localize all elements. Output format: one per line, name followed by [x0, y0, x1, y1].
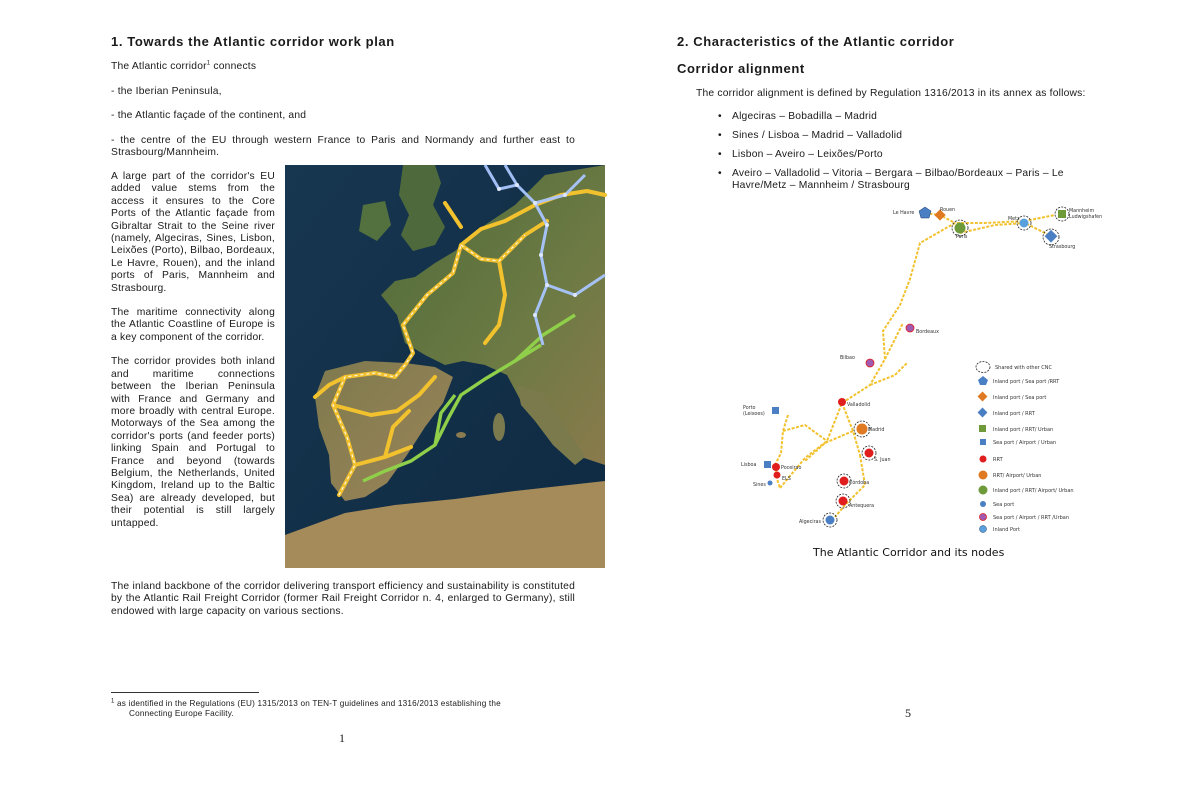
legend-item: [978, 408, 1036, 418]
node-porto: [743, 405, 779, 417]
legend-item: [978, 376, 1060, 385]
node-mannheim: [1055, 207, 1102, 221]
legend-item: [979, 471, 1042, 480]
alignment-list: [718, 111, 1102, 199]
node-bordeaux: [906, 324, 939, 335]
legend-label: Inland port / Sea port /RRT: [993, 379, 1060, 385]
node-label: ELS: [782, 477, 791, 482]
footnote-text: as identified in the Regulations (EU) 1315/2013 on TEN-T guidelines and 1316/2013 establishing the: [114, 699, 501, 708]
intro-text-tail: connects: [210, 61, 257, 72]
paragraph-maritime: The maritime connectivity along the Atlantic Coastline of Europe is a key component of the corridor.: [111, 307, 275, 343]
alignment-item-text: Lisbon – Aveiro – Leixões/Porto: [732, 149, 883, 160]
map-legend: [976, 362, 1074, 534]
paragraph-core-ports: A large part of the corridor's EU added value stems from the access it ensures to the Core Ports of the Atlantic façade from Gibraltar Strait to the Seine river (namely, Algeciras, Sines, Lisbon, Leixões (Porto), Bilbao, Bordeaux, Le Havre, Rouen), and the inland ports of Paris, Mannheim and Strasbourg.: [111, 171, 275, 294]
footnote: [111, 699, 575, 719]
corridor-nodes-map: [735, 203, 1115, 533]
node-strasbourg: [1043, 229, 1075, 250]
intro-text: The Atlantic corridor: [111, 61, 207, 72]
bullet: •: [718, 168, 722, 179]
node-poceirao: [772, 463, 801, 471]
node-label: Valladolid: [847, 403, 871, 408]
legend-item: [976, 362, 1053, 373]
legend-label: Sea port / Airport / RRT /Urban: [993, 515, 1070, 521]
node-els: [774, 472, 791, 483]
node-label: Lisboa: [741, 463, 757, 468]
bullet: •: [718, 111, 722, 122]
legend-item: [980, 501, 1014, 508]
section-title-work-plan: 1. Towards the Atlantic corridor work plan: [111, 34, 395, 49]
node-algeciras: [799, 513, 837, 527]
legend-label: RRT: [993, 457, 1003, 463]
footnote-divider: [111, 692, 259, 693]
alignment-intro: The corridor alignment is defined by Regulation 1316/2013 in its annex as follows:: [696, 88, 1086, 99]
list-line-facade: - the Atlantic façade of the continent, and: [111, 110, 307, 121]
node-label: S. Juan: [874, 458, 891, 463]
footnote-mark: 1: [111, 698, 115, 705]
legend-label: Inland port / RRT/ Airport/ Urban: [993, 488, 1074, 494]
node-label: Sines: [753, 483, 766, 488]
list-item: [718, 111, 1102, 123]
page-number-left: 1: [339, 731, 345, 745]
list-item: [718, 130, 1102, 142]
node-label: Porto: [743, 406, 756, 411]
node-label: Ludwigshafen: [1069, 215, 1103, 220]
node-label: Paris: [956, 235, 968, 240]
bullet: •: [718, 149, 722, 160]
node-bilbao: [840, 355, 874, 367]
legend-item: [980, 514, 1070, 522]
node-le-havre: [893, 207, 931, 218]
node-label: Bilbao: [840, 356, 855, 361]
alignment-item-text: Algeciras – Bobadilla – Madrid: [732, 111, 878, 122]
land-balearics: [456, 432, 466, 438]
legend-item: [979, 486, 1074, 495]
legend-item: [980, 439, 1056, 446]
node-label: Bordeaux: [916, 330, 939, 335]
list-item: [718, 149, 1102, 161]
legend-label: Inland Port: [993, 527, 1020, 533]
list-line-iberian: - the Iberian Peninsula,: [111, 86, 222, 97]
page-number-right: 5: [905, 706, 911, 720]
intro-paragraph: [111, 61, 256, 73]
node-valladolid: [838, 398, 870, 408]
paragraph-connections: The corridor provides both inland and maritime connections between the Iberian Peninsula with France and Germany and more broadly with central Europe. Motorways of the Sea among the corridor's ports (and feeder ports) linking Spain and Portugal to France and beyond (towards Belgium, the Netherlands, United Kingdom, Ireland up to the Baltic Sea) are already developed, but their potential is still largely untapped.: [111, 356, 275, 529]
node-label: Madrid: [868, 428, 885, 433]
bullet: •: [718, 130, 722, 141]
land-corsica-sardinia: [493, 413, 505, 441]
alignment-item-text: Aveiro – Valladolid – Vitoria – Bergara – Bilbao/Bordeaux – Paris – Le Havre/Metz – Mannheim / Strasbourg: [732, 168, 1064, 192]
legend-label: Sea port: [993, 502, 1015, 508]
legend-label: RRT/ Airport/ Urban: [993, 473, 1042, 479]
legend-label: Inland port / RRT/ Urban: [993, 427, 1054, 433]
node-lisboa: [741, 461, 771, 468]
node-label: Antequera: [849, 504, 875, 509]
section-title-characteristics: 2. Characteristics of the Atlantic corridor: [677, 34, 955, 49]
node-alcazar: [862, 446, 891, 463]
footnote-text-cont: Connecting Europe Facility.: [129, 709, 234, 718]
node-label: Strasbourg: [1049, 245, 1076, 250]
legend-label: Inland port / Sea port: [993, 395, 1047, 401]
node-label: Le Havre: [893, 211, 915, 216]
paragraph-backbone: The inland backbone of the corridor delivering transport efficiency and sustainability is constituted by the Atlantic Rail Freight Corridor (former Rail Freight Corridor n. 4, enlarged to Germany), still endowed with large capacity on various sections.: [111, 581, 575, 617]
node-label: Mannheim: [1069, 209, 1095, 214]
list-item: [718, 168, 1102, 193]
legend-item: [978, 392, 1047, 402]
legend-label: Shared with other CNC: [995, 365, 1053, 371]
list-line-centre: - the centre of the EU through western France to Paris and Normandy and further east to Strasbourg/Mannheim.: [111, 135, 575, 159]
legend-item: [980, 526, 1020, 534]
node-label: Córdoba: [849, 481, 870, 486]
node-sines: [753, 481, 773, 489]
node-label: Poceirao: [781, 466, 802, 471]
map-caption: The Atlantic Corridor and its nodes: [813, 546, 1005, 559]
footnote-reference[interactable]: 1: [206, 60, 211, 67]
legend-label: Inland port / RRT: [993, 411, 1035, 417]
legend-item: [979, 425, 1053, 433]
alignment-item-text: Sines / Lisboa – Madrid – Valladolid: [732, 130, 903, 141]
legend-label: Sea port / Airport / Urban: [993, 440, 1057, 446]
node-label: Metz: [1008, 217, 1020, 222]
europe-satellite-map: [285, 165, 605, 568]
legend-item: [980, 456, 1004, 464]
subheading-corridor-alignment: Corridor alignment: [677, 61, 805, 76]
node-label: Algeciras: [799, 520, 821, 525]
right-page: [600, 0, 1200, 795]
node-madrid: [854, 421, 884, 437]
node-label: Rouen: [940, 208, 956, 213]
node-label: (Leixoes): [743, 412, 765, 417]
node-cordoba: [837, 474, 869, 488]
text-column: [111, 171, 275, 542]
